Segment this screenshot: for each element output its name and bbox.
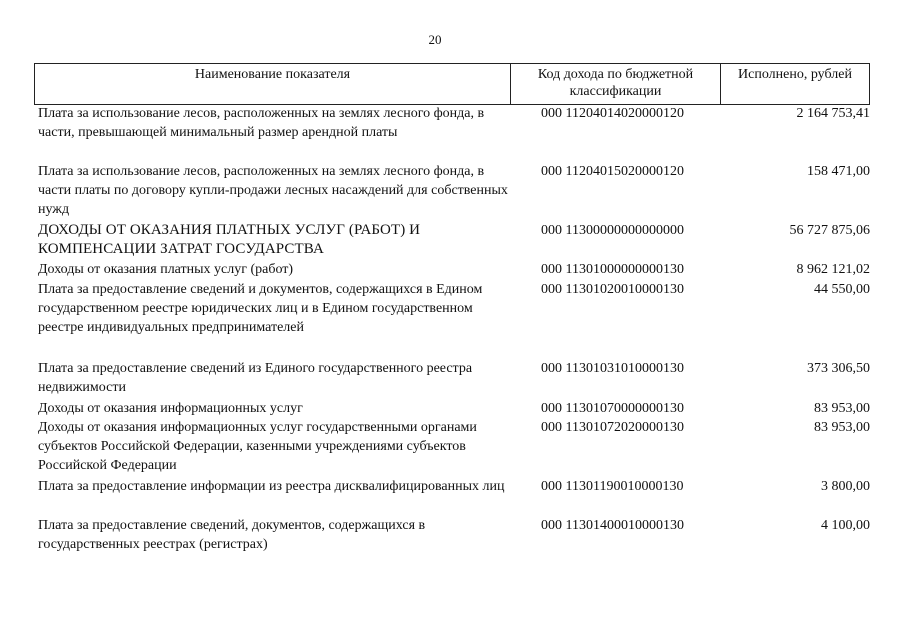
row-name: Плата за предоставление сведений, документов, содержащихся в государственных реестрах (регистрах) [38,518,426,552]
row-code: 000 11204014020000120 [541,106,684,121]
row-code: 000 11301072020000130 [541,420,684,435]
row-name: Плата за предоставление информации из реестра дисквалифицированных лиц [38,479,505,494]
row-code: 000 11300000000000000 [541,223,684,238]
row-amount: 4 100,00 [821,518,870,533]
row-name: Доходы от оказания информационных услуг [38,401,303,416]
row-name: Плата за использование лесов, расположенных на землях лесного фонда, в части, превышающей минимальный размер арендной платы [38,106,485,140]
row-amount: 83 953,00 [814,420,870,435]
row-amount: 158 471,00 [807,164,870,179]
row-code: 000 11301000000000130 [541,262,684,277]
row-name: ДОХОДЫ ОТ ОКАЗАНИЯ ПЛАТНЫХ УСЛУГ (РАБОТ) И КОМПЕНСАЦИИ ЗАТРАТ ГОСУДАРСТВА [38,222,421,257]
row-amount: 373 306,50 [807,361,870,376]
row-code: 000 11204015020000120 [541,164,684,179]
row-name: Плата за предоставление сведений из Единого государственного реестра недвижимости [38,361,473,395]
table-header [34,63,870,105]
row-amount: 2 164 753,41 [796,106,870,121]
page-number: 20 [428,32,442,47]
row-code: 000 11301020010000130 [541,282,684,297]
row-name: Доходы от оказания информационных услуг государственными органами субъектов Российской Федерации, казенными учреждениями субъектов Российской Федерации [38,420,477,473]
row-amount: 44 550,00 [814,282,870,297]
column-header-executed: Исполнено, рублей [738,67,852,82]
row-amount: 56 727 875,06 [789,223,870,238]
row-amount: 8 962 121,02 [796,262,870,277]
row-code: 000 11301070000000130 [541,401,684,416]
row-code: 000 11301031010000130 [541,361,684,376]
column-header-name: Наименование показателя [35,64,511,104]
row-code: 000 11301190010000130 [541,479,684,494]
row-code: 000 11301400010000130 [541,518,684,533]
row-amount: 3 800,00 [821,479,870,494]
row-name: Плата за использование лесов, расположенных на землях лесного фонда, в части платы по договору купли-продажи лесных насаждений для собственных нужд [38,164,508,217]
row-name: Плата за предоставление сведений и документов, содержащихся в Едином государственном реестре юридических лиц и в Едином государственном реестре индивидуальных предпринимателей [38,282,483,335]
column-header-code: Код дохода по бюджетной классификации [511,64,721,104]
row-name: Доходы от оказания платных услуг (работ) [38,262,294,277]
row-amount: 83 953,00 [814,401,870,416]
